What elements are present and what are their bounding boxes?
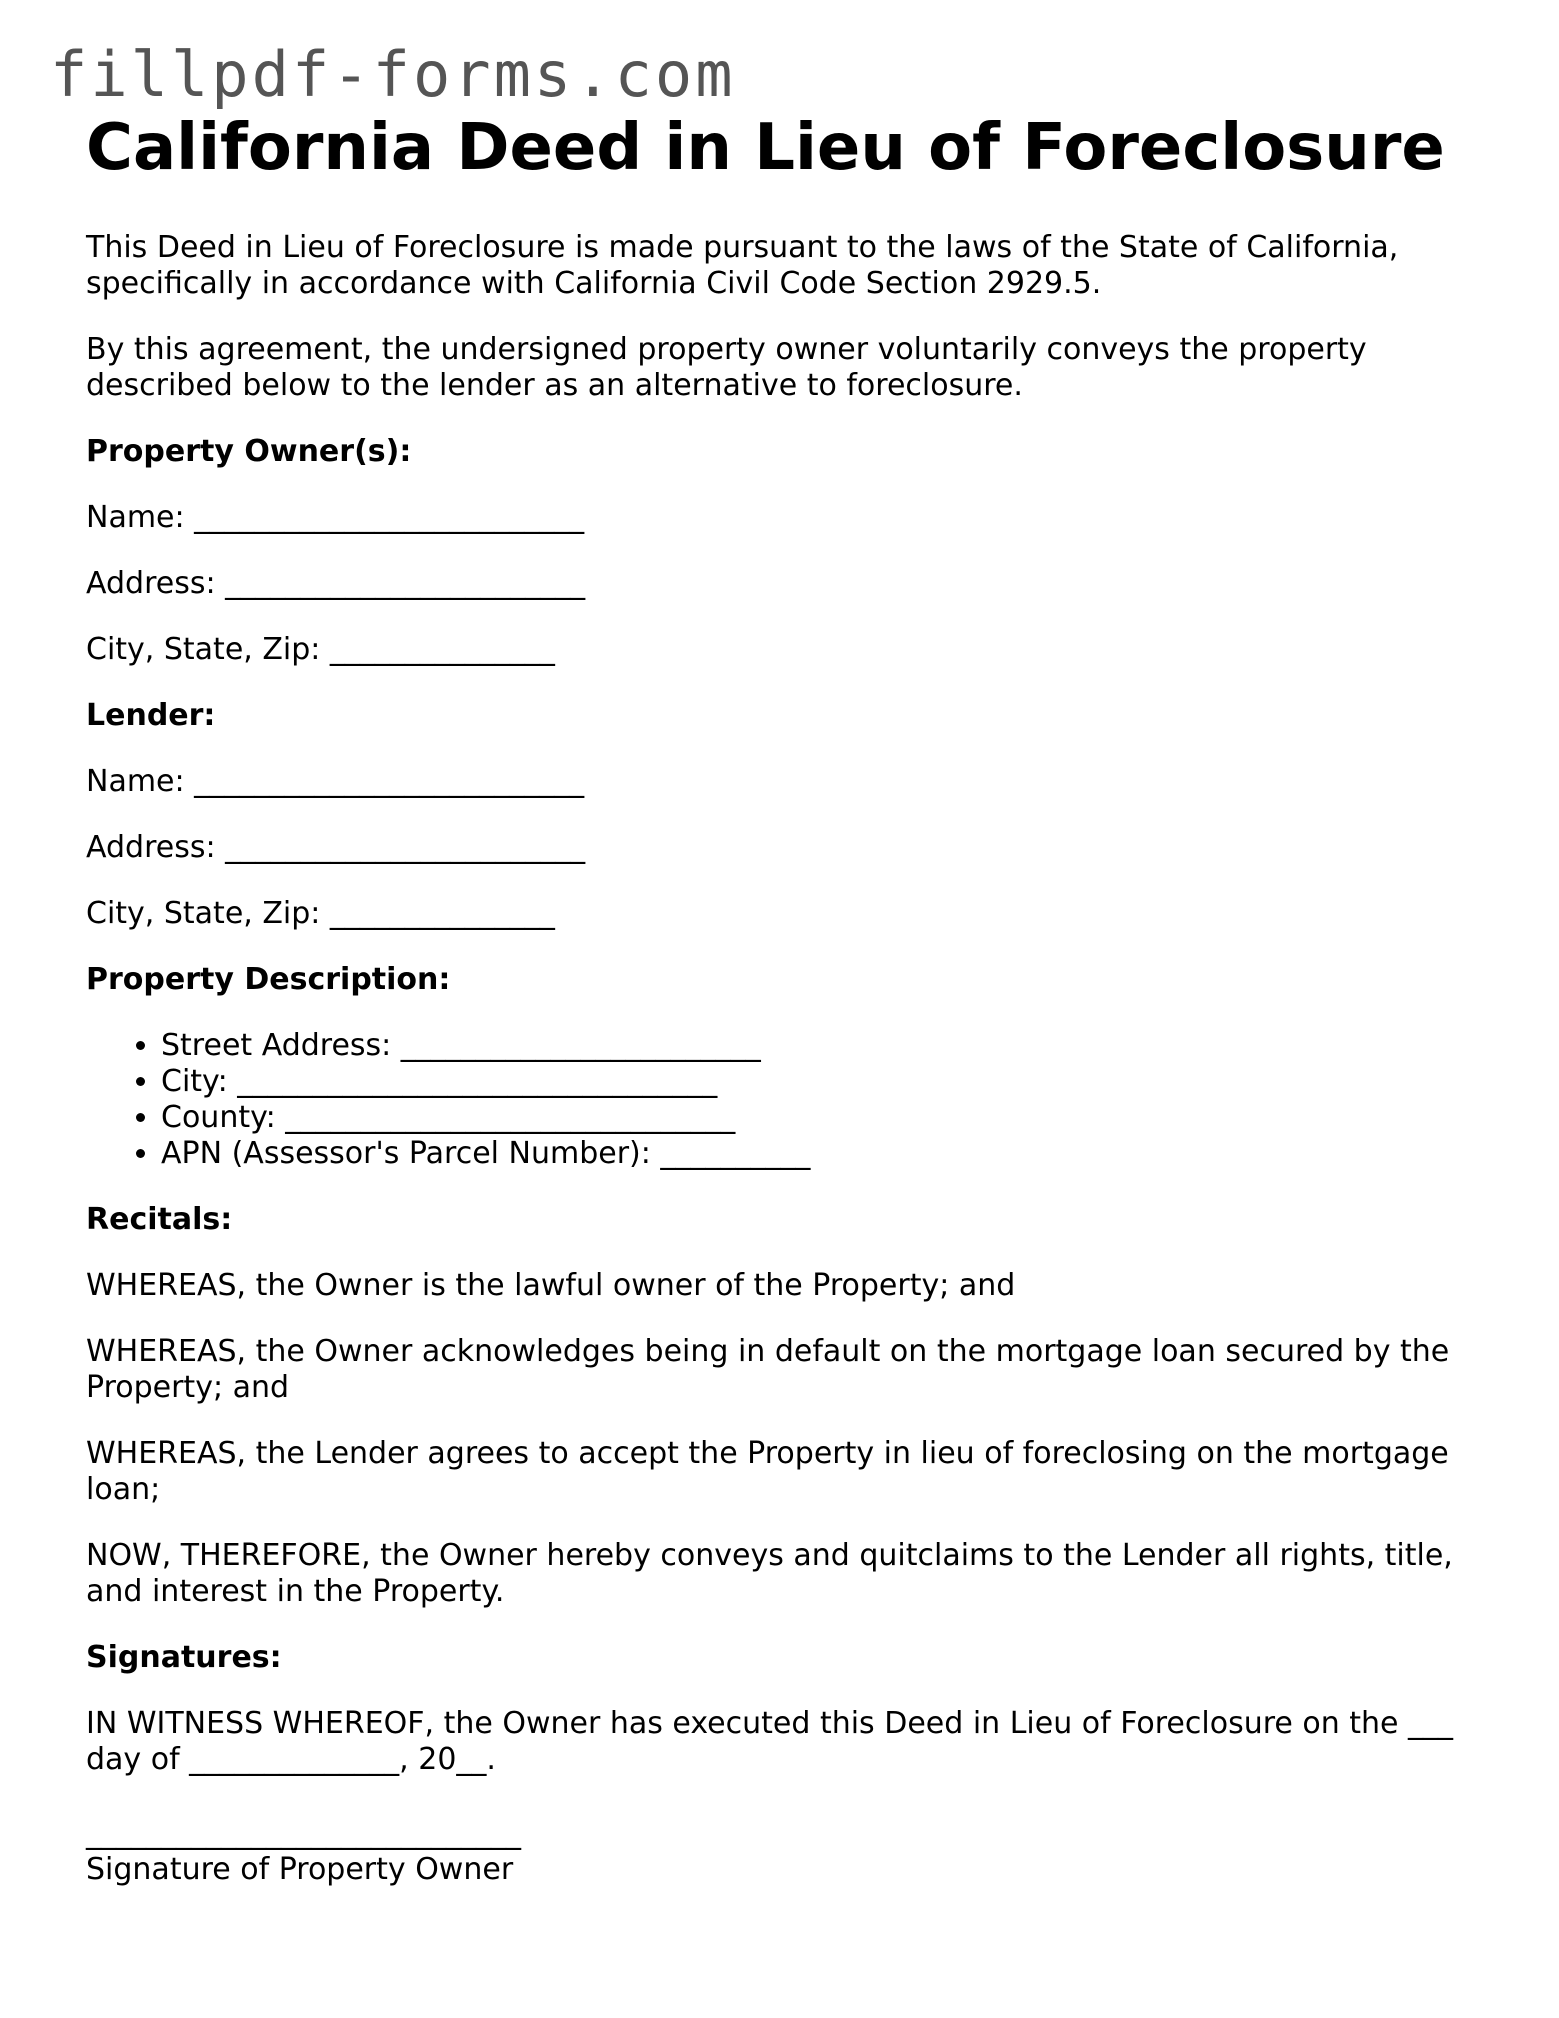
lender-address-field[interactable]: Address: ________________________ <box>86 830 586 865</box>
lender-city-state-zip-field[interactable]: City, State, Zip: _______________ <box>86 896 555 931</box>
owner-address-field[interactable]: Address: ________________________ <box>86 566 586 601</box>
owner-heading: Property Owner(s): <box>86 434 412 469</box>
recital-1: WHEREAS, the Owner is the lawful owner of the Property; and <box>86 1268 1016 1303</box>
intro-paragraph-2: By this agreement, the undersigned property owner voluntarily conveys the property described below to the lender as an alternative to foreclosure. <box>86 332 1367 403</box>
recital-3: WHEREAS, the Lender agrees to accept the Property in lieu of foreclosing on the mortgage loan; <box>86 1436 1449 1507</box>
property-description-list <box>86 1028 1486 1172</box>
recital-2: WHEREAS, the Owner acknowledges being in default on the mortgage loan secured by the Property; and <box>86 1334 1450 1405</box>
owner-city-state-zip-field[interactable]: City, State, Zip: _______________ <box>86 632 555 667</box>
signatures-heading: Signatures: <box>86 1640 282 1675</box>
lender-name-field[interactable]: Name: __________________________ <box>86 764 585 799</box>
recitals-heading: Recitals: <box>86 1202 233 1237</box>
property-city-field[interactable]: • City: ________________________________ <box>161 1064 1486 1100</box>
lender-heading: Lender: <box>86 698 216 733</box>
page-title: California Deed in Lieu of Foreclosure <box>86 111 1445 185</box>
owner-signature-label: Signature of Property Owner <box>86 1852 514 1887</box>
property-county-field[interactable]: • County: ______________________________ <box>161 1100 1486 1136</box>
property-street-address-field[interactable]: • Street Address: ________________________ <box>161 1028 1486 1064</box>
property-apn-field[interactable]: • APN (Assessor's Parcel Number): __________ <box>161 1136 1486 1172</box>
property-heading: Property Description: <box>86 962 451 997</box>
witness-clause[interactable]: IN WITNESS WHEREOF, the Owner has executed this Deed in Lieu of Foreclosure on the ___ day of ______________, 20__. <box>86 1706 1454 1777</box>
intro-paragraph-1: This Deed in Lieu of Foreclosure is made pursuant to the laws of the State of California, specifically in accordance with California Civil Code Section 2929.5. <box>86 230 1399 301</box>
owner-signature-line[interactable]: _____________________________ <box>86 1816 521 1851</box>
watermark: fillpdf-forms.com <box>50 38 736 111</box>
recital-4: NOW, THEREFORE, the Owner hereby conveys and quitclaims to the Lender all rights, title, and interest in the Property. <box>86 1538 1453 1609</box>
owner-name-field[interactable]: Name: __________________________ <box>86 500 585 535</box>
document-page <box>86 108 1486 1918</box>
